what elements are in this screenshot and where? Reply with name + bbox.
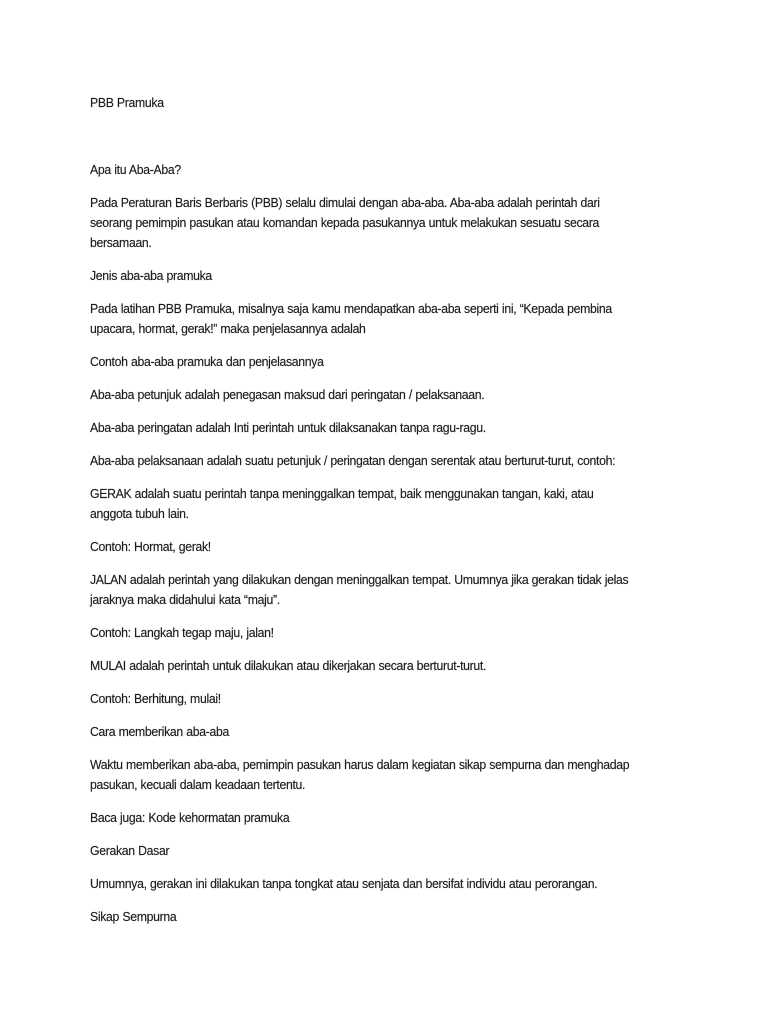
paragraph-line: jaraknya maka didahului kata “maju”.	[90, 592, 280, 607]
paragraph-line: Waktu memberikan aba-aba, pemimpin pasukan harus dalam kegiatan sikap sempurna dan menghadap	[90, 757, 630, 772]
paragraph-line: MULAI adalah perintah untuk dilakukan atau dikerjakan secara berturut-turut.	[90, 658, 487, 673]
paragraph-line: seorang pemimpin pasukan atau komandan kepada pasukannya untuk melakukan sesuatu secara	[90, 215, 600, 230]
paragraph-line: JALAN adalah perintah yang dilakukan dengan meninggalkan tempat. Umumnya jika gerakan tidak jelas	[90, 572, 629, 587]
document-title: PBB Pramuka	[90, 95, 164, 110]
paragraph-line: Umumnya, gerakan ini dilakukan tanpa tongkat atau senjata dan bersifat individu atau perorangan.	[90, 876, 598, 891]
paragraph-line: bersamaan.	[90, 235, 152, 250]
paragraph-line: Aba-aba peringatan adalah Inti perintah untuk dilaksanakan tanpa ragu-ragu.	[90, 420, 486, 435]
paragraph-line: upacara, hormat, gerak!” maka penjelasannya adalah	[90, 321, 366, 336]
paragraph-line: Pada Peraturan Baris Berbaris (PBB) selalu dimulai dengan aba-aba. Aba-aba adalah perintah dari	[90, 195, 600, 210]
heading-sikap-sempurna: Sikap Sempurna	[90, 909, 177, 924]
example-line: Contoh: Hormat, gerak!	[90, 539, 211, 554]
example-line: Contoh: Berhitung, mulai!	[90, 691, 221, 706]
heading-cara-memberikan: Cara memberikan aba-aba	[90, 724, 229, 739]
paragraph-line: Aba-aba pelaksanaan adalah suatu petunjuk / peringatan dengan serentak atau berturut-turut, contoh:	[90, 453, 616, 468]
read-also-line: Baca juga: Kode kehormatan pramuka	[90, 810, 290, 825]
heading-contoh-aba-aba: Contoh aba-aba pramuka dan penjelasannya	[90, 354, 324, 369]
paragraph-line: Aba-aba petunjuk adalah penegasan maksud dari peringatan / pelaksanaan.	[90, 387, 485, 402]
paragraph-line: anggota tubuh lain.	[90, 506, 189, 521]
example-line: Contoh: Langkah tegap maju, jalan!	[90, 625, 274, 640]
paragraph-line: GERAK adalah suatu perintah tanpa meninggalkan tempat, baik menggunakan tangan, kaki, atau	[90, 486, 594, 501]
heading-jenis-aba-aba: Jenis aba-aba pramuka	[90, 268, 212, 283]
heading-apa-itu-aba-aba: Apa itu Aba-Aba?	[90, 162, 181, 177]
paragraph-line: Pada latihan PBB Pramuka, misalnya saja kamu mendapatkan aba-aba seperti ini, “Kepada pembina	[90, 301, 612, 316]
paragraph-line: pasukan, kecuali dalam keadaan tertentu.	[90, 777, 306, 792]
heading-gerakan-dasar: Gerakan Dasar	[90, 843, 170, 858]
